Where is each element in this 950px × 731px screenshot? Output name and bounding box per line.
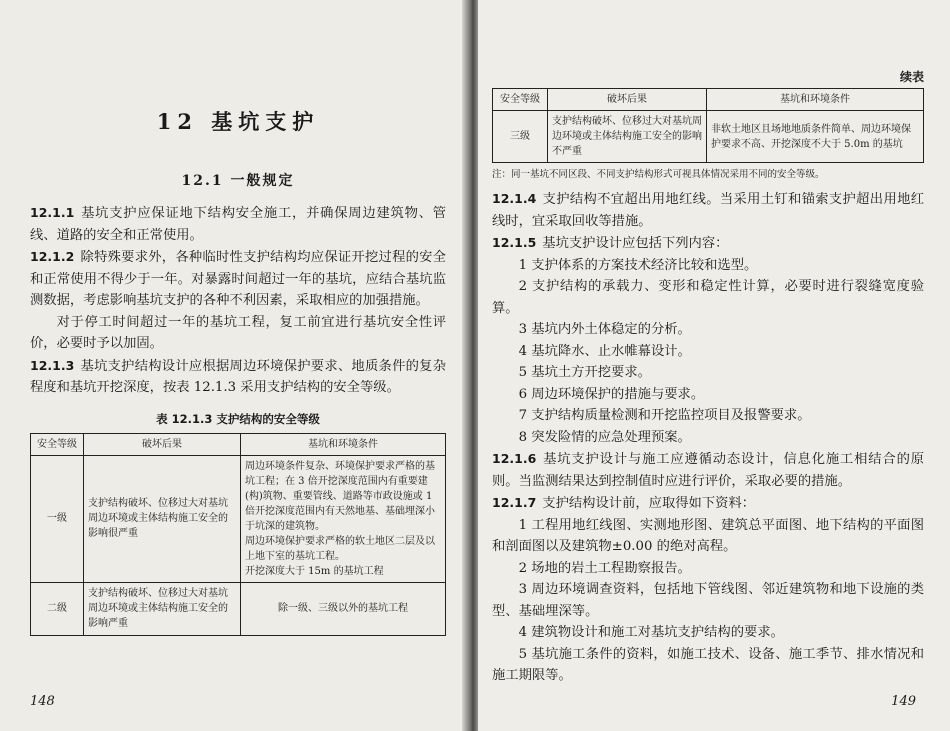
condition-line: 周边环境保护要求严格的软土地区二层及以上地下室的基坑工程。 xyxy=(245,535,435,562)
list-item: 1 工程用地红线图、实测地形图、建筑总平面图、地下结构的平面图和剖面图以及建筑物±0.00 的绝对高程。 xyxy=(492,517,924,554)
clause-text: 基坑支护设计应包括下列内容： xyxy=(542,236,729,251)
clause-text: 基坑支护设计与施工应遵循动态设计，信息化施工相结合的原则。当监测结果达到控制值时应进行评价，采取必要的措施。 xyxy=(492,452,924,489)
clause-text: 基坑支护应保证地下结构安全施工，并确保周边建筑物、管线、道路的安全和正常使用。 xyxy=(30,206,446,243)
conditions-cell: 非软土地区且场地地质条件简单、周边环境保护要求不高、开挖深度不大于 5.0m 的基坑 xyxy=(707,111,924,163)
list-item: 3 周边环境调查资料，包括地下管线图、邻近建筑物和地下设施的类型、基础埋深等。 xyxy=(492,582,924,619)
list-item: 6 周边环境保护的措施与要求。 xyxy=(518,386,705,402)
header-conditions: 基坑和环境条件 xyxy=(241,433,446,455)
list-item: 1 支护体系的方案技术经济比较和选型。 xyxy=(518,257,758,273)
continued-label: 续表 xyxy=(899,70,924,84)
clause-text: 支护结构不宜超出用地红线。当采用土钉和锚索支护超出用地红线时，宜采取回收等措施。 xyxy=(492,192,924,229)
condition-line: 周边环境条件复杂、环境保护要求严格的基坑工程；在 3 倍开挖深度范围内有重要建(构)筑物、重要管线、道路等市政设施或 1 倍开挖深度范围内有天然地基、基础埋深小于坑深的建筑物。 xyxy=(245,460,435,532)
clause-12-1-3 xyxy=(30,355,446,399)
section-title: 12.1 一般规定 xyxy=(181,173,295,189)
list-item: 3 基坑内外土体稳定的分析。 xyxy=(518,322,691,337)
right-page xyxy=(478,0,950,731)
clause-12-1-2 xyxy=(30,246,446,312)
clause-number: 12.1.2 xyxy=(30,249,75,264)
level-cell: 二级 xyxy=(31,582,84,635)
clause-12-1-1 xyxy=(30,202,446,246)
conditions-cell xyxy=(241,455,446,582)
safety-level-table xyxy=(30,433,446,636)
clause-number: 12.1.5 xyxy=(492,235,537,250)
level-cell: 一级 xyxy=(31,455,84,582)
consequence-cell: 支护结构破坏、位移过大对基坑周边环境或主体结构施工安全的影响不严重 xyxy=(548,111,707,163)
list-item: 4 基坑降水、止水帷幕设计。 xyxy=(518,343,691,359)
list-item: 5 基坑土方开挖要求。 xyxy=(518,365,651,380)
list-item: 8 突发险情的应急处理预案。 xyxy=(518,429,691,445)
table-row xyxy=(31,455,446,582)
clause-12-1-6 xyxy=(492,448,924,492)
table-note: 注：同一基坑不同区段、不同支护结构形式可视具体情况采用不同的安全等级。 xyxy=(492,169,825,180)
list-item: 2 场地的岩土工程勘察报告。 xyxy=(518,560,691,576)
clause-number: 12.1.3 xyxy=(30,357,75,373)
left-page xyxy=(0,0,468,731)
clause-text: 支护结构设计前，应取得如下资料： xyxy=(542,496,756,511)
clause-number: 12.1.7 xyxy=(492,495,537,510)
clause-12-1-5 xyxy=(492,232,924,255)
clause-12-1-7 xyxy=(492,492,924,515)
consequence-cell: 支护结构破坏、位移过大对基坑周边环境或主体结构施工安全的影响很严重 xyxy=(84,455,241,582)
table-row xyxy=(493,111,924,163)
list-item: 4 建筑物设计和施工对基坑支护结构的要求。 xyxy=(518,625,784,640)
header-conditions: 基坑和环境条件 xyxy=(707,89,924,111)
clause-12-1-4 xyxy=(492,188,924,232)
table-caption: 表 12.1.3 支护结构的安全等级 xyxy=(156,411,320,426)
list-item: 2 支护结构的承载力、变形和稳定性计算，必要时进行裂缝宽度验算。 xyxy=(492,279,924,316)
clause-number: 12.1.1 xyxy=(30,205,75,220)
header-level: 安全等级 xyxy=(31,433,84,455)
level-cell: 三级 xyxy=(493,111,548,163)
conditions-cell: 除一级、三级以外的基坑工程 xyxy=(241,582,446,635)
clause-number: 12.1.4 xyxy=(492,191,537,206)
header-level: 安全等级 xyxy=(493,89,548,111)
list-item: 7 支护结构质量检测和开挖监控项目及报警要求。 xyxy=(518,408,811,423)
clause-text: 除特殊要求外，各种临时性支护结构均应保证开挖过程的安全和正常使用不得少于一年。对暴露时间超过一年的基坑，应结合基坑监测数据，考虑影响基坑支护的各种不利因素，采取相应的加强措施。 xyxy=(30,250,446,308)
consequence-cell: 支护结构破坏、位移过大对基坑周边环境或主体结构施工安全的影响严重 xyxy=(84,582,241,635)
list-item: 5 基坑施工条件的资料，如施工技术、设备、施工季节、排水情况和施工期限等。 xyxy=(492,646,924,683)
page-number: 149 xyxy=(891,694,916,709)
header-consequence: 破坏后果 xyxy=(548,89,707,111)
table-header-row xyxy=(31,433,446,455)
table-row xyxy=(31,582,446,635)
table-header-row xyxy=(493,89,924,111)
clause-text: 基坑支护结构设计应根据周边环境保护要求、地质条件的复杂程度和基坑开挖深度，按表 12.1.3 采用支护结构的安全等级。 xyxy=(30,358,446,395)
clause-number: 12.1.6 xyxy=(492,451,537,466)
clause-12-1-2-para: 对于停工时间超过一年的基坑工程，复工前宜进行基坑安全性评价，必要时予以加固。 xyxy=(30,314,446,351)
chapter-title: 12 基坑支护 xyxy=(156,109,320,134)
safety-level-table-continued xyxy=(492,88,924,163)
page-number: 148 xyxy=(30,694,55,709)
condition-line: 开挖深度大于 15m 的基坑工程 xyxy=(245,565,384,577)
header-consequence: 破坏后果 xyxy=(84,433,241,455)
